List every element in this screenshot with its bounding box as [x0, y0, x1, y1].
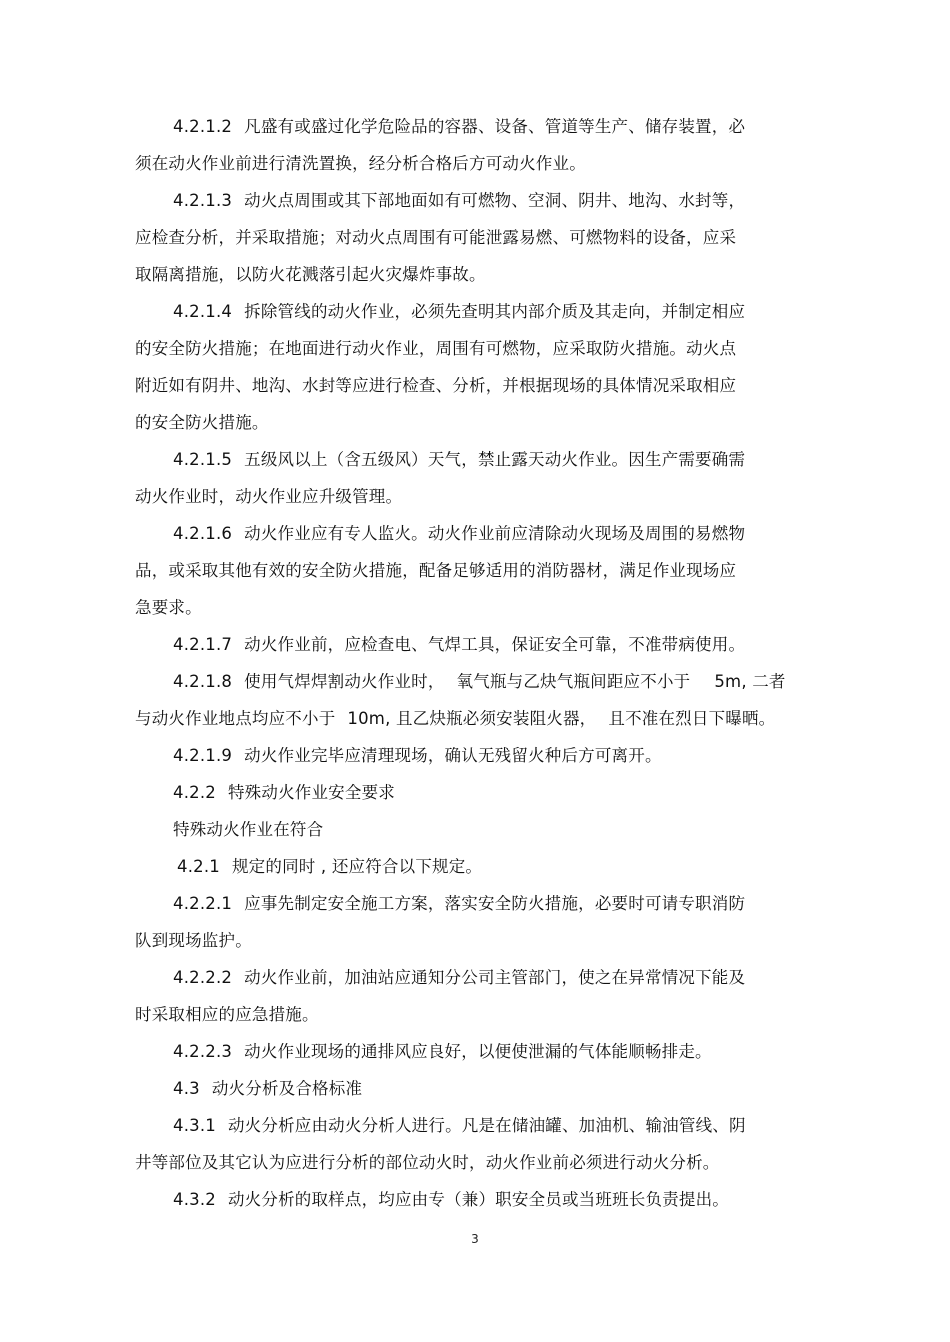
paragraph-4-2-2-2-line-1 — [135, 959, 825, 996]
clause-text: 动火分析的取样点，均应由专（兼）职安全员或当班班长负责提出。 — [227, 1190, 729, 1209]
clause-number: 4.2.1.8 — [173, 672, 233, 691]
clause-text: 动火作业前，加油站应通知分公司主管部门，使之在异常情况下能及 — [244, 968, 746, 987]
section-title: 动火分析及合格标准 — [211, 1079, 363, 1098]
paragraph-special-line-2 — [135, 848, 825, 885]
clause-number: 4.2.1.9 — [173, 746, 233, 765]
clause-text: 动火作业应有专人监火。动火作业前应清除动火现场及周围的易燃物 — [244, 524, 746, 543]
paragraph-4-2-1-2-line-1 — [135, 108, 825, 145]
paragraph-4-2-1-7-line-1 — [135, 626, 825, 663]
clause-text: 应事先制定安全施工方案，落实安全防火措施，必要时可请专职消防 — [244, 894, 746, 913]
paragraph-4-3-1-line-2: 井等部位及其它认为应进行分析的部位动火时，动火作业前必须进行动火分析。 — [135, 1153, 720, 1172]
paragraph-4-3-2-line-1 — [135, 1181, 825, 1218]
clause-text: 规定的同时 , 还应符合以下规定。 — [231, 857, 483, 876]
paragraph-4-2-1-8-line-1 — [135, 663, 825, 700]
clause-number: 4.3.2 — [173, 1190, 216, 1209]
paragraph-4-2-1-4-line-3: 附近如有阴井、地沟、水封等应进行检查、分析，并根据现场的具体情况采取相应 — [135, 376, 737, 395]
clause-number: 4.2.1.3 — [173, 191, 233, 210]
clause-number: 4.2.1.5 — [173, 450, 233, 469]
document-body — [135, 108, 825, 1218]
paragraph-4-2-2-1-line-2: 队到现场监护。 — [135, 931, 252, 950]
page-number: 3 — [471, 1232, 479, 1246]
section-heading-4-2-2 — [135, 774, 825, 811]
clause-number: 4.2.1.7 — [173, 635, 233, 654]
clause-number: 4.2.1.2 — [173, 117, 233, 136]
clause-text: 动火作业前，应检查电、气焊工具，保证安全可靠，不准带病使用。 — [244, 635, 746, 654]
paragraph-4-2-1-6-line-1 — [135, 515, 825, 552]
paragraph-4-2-1-8-line-2 — [135, 700, 825, 737]
section-title: 特殊动火作业安全要求 — [227, 783, 395, 802]
clause-text: 且不准在烈日下曝晒。 — [608, 709, 776, 728]
clause-text: 使用气焊焊割动火作业时， — [244, 672, 445, 691]
clause-number: 4.2.2.1 — [173, 894, 233, 913]
paragraph-4-2-1-3-line-3: 取隔离措施，以防火花溅落引起火灾爆炸事故。 — [135, 265, 486, 284]
clause-text: 五级风以上（含五级风）天气，禁止露天动火作业。因生产需要确需 — [244, 450, 746, 469]
clause-reference: 4.2.1 — [177, 857, 220, 876]
clause-text: 动火作业现场的通排风应良好，以便使泄漏的气体能顺畅排走。 — [244, 1042, 712, 1061]
clause-text: 拆除管线的动火作业，必须先查明其内部介质及其走向，并制定相应 — [244, 302, 746, 321]
paragraph-4-2-1-6-line-3: 急要求。 — [135, 598, 202, 617]
paragraph-4-3-1-line-1 — [135, 1107, 825, 1144]
clause-number: 4.2.2.3 — [173, 1042, 233, 1061]
clause-text: 与动火作业地点均应不小于 — [135, 709, 336, 728]
paragraph-4-2-1-3-line-2: 应检查分析，并采取措施；对动火点周围有可能泄露易燃、可燃物料的设备，应采 — [135, 228, 737, 247]
paragraph-4-2-1-3-line-1 — [135, 182, 825, 219]
paragraph-4-2-1-2-line-2: 须在动火作业前进行清洗置换，经分析合格后方可动火作业。 — [135, 154, 586, 173]
clause-text: , 且乙炔瓶必须安装阻火器， — [385, 709, 597, 728]
distance-value: 5m — [714, 672, 742, 691]
clause-text: 动火作业完毕应清理现场，确认无残留火种后方可离开。 — [244, 746, 662, 765]
clause-text: 动火点周围或其下部地面如有可燃物、空洞、阴井、地沟、水封等， — [244, 191, 746, 210]
distance-value: 10m — [347, 709, 386, 728]
section-number: 4.2.2 — [173, 783, 216, 802]
paragraph-4-2-2-1-line-1 — [135, 885, 825, 922]
paragraph-4-2-1-5-line-1 — [135, 441, 825, 478]
paragraph-4-2-1-5-line-2: 动火作业时，动火作业应升级管理。 — [135, 487, 403, 506]
clause-text: 凡盛有或盛过化学危险品的容器、设备、管道等生产、储存装置，必 — [244, 117, 746, 136]
paragraph-4-2-1-4-line-2: 的安全防火措施；在地面进行动火作业，周围有可燃物，应采取防火措施。动火点 — [135, 339, 737, 358]
paragraph-4-2-1-6-line-2: 品，或采取其他有效的安全防火措施，配备足够适用的消防器材，满足作业现场应 — [135, 561, 737, 580]
clause-number: 4.2.2.2 — [173, 968, 233, 987]
paragraph-special-line-1: 特殊动火作业在符合 — [173, 820, 324, 839]
clause-text: 动火分析应由动火分析人进行。凡是在储油罐、加油机、输油管线、阴 — [227, 1116, 746, 1135]
paragraph-4-2-1-4-line-4: 的安全防火措施。 — [135, 413, 269, 432]
clause-number: 4.3.1 — [173, 1116, 216, 1135]
clause-number: 4.2.1.6 — [173, 524, 233, 543]
section-number: 4.3 — [173, 1079, 200, 1098]
paragraph-4-2-2-2-line-2: 时采取相应的应急措施。 — [135, 1005, 319, 1024]
paragraph-4-2-1-9-line-1 — [135, 737, 825, 774]
section-heading-4-3 — [135, 1070, 825, 1107]
clause-number: 4.2.1.4 — [173, 302, 233, 321]
clause-text: 氧气瓶与乙炔气瓶间距应不小于 — [456, 672, 691, 691]
paragraph-4-2-2-3-line-1 — [135, 1033, 825, 1070]
paragraph-4-2-1-4-line-1 — [135, 293, 825, 330]
clause-text: , 二者 — [741, 672, 786, 691]
